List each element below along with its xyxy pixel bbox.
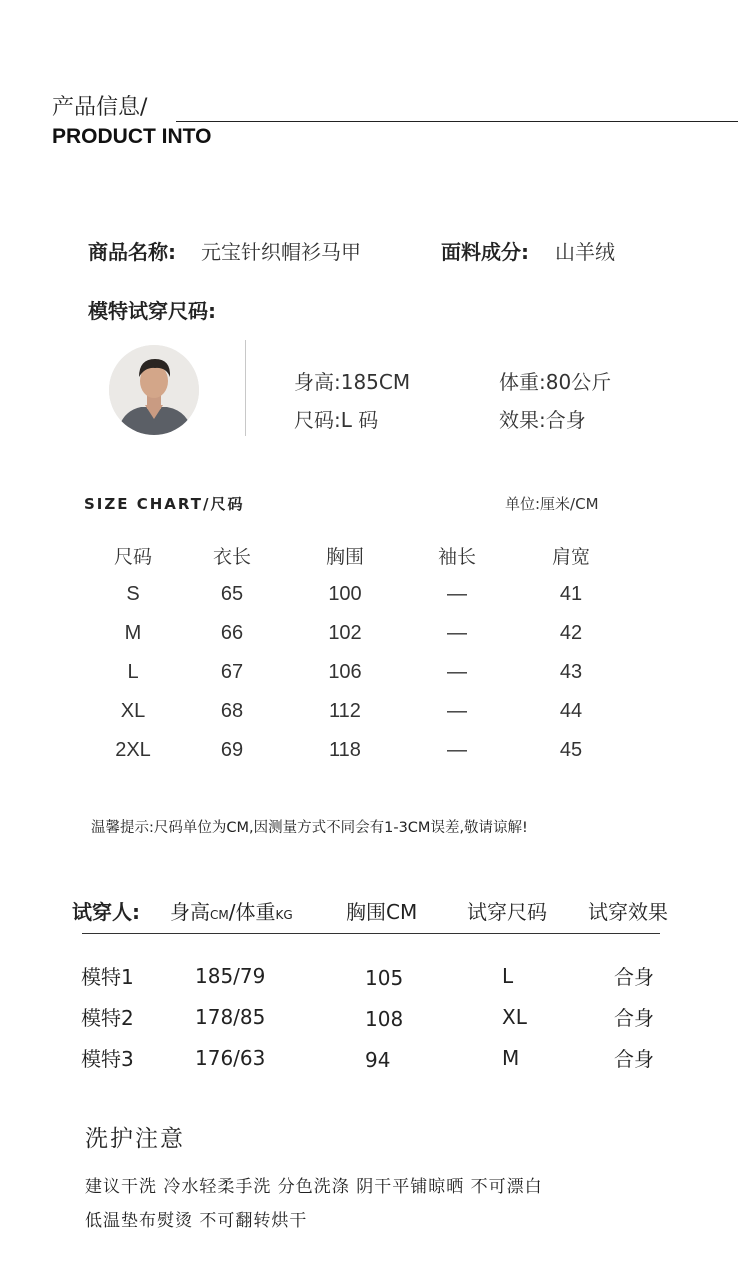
fitting-table — [80, 955, 655, 1078]
size-cell: XL — [502, 1004, 527, 1029]
tester-cell: 模特2 — [81, 1006, 134, 1030]
product-name-value: 元宝针织帽衫马甲 — [201, 240, 361, 264]
size-note: 温馨提示:尺码单位为CM,因测量方式不同会有1-3CM误差,敬请谅解! — [91, 820, 528, 836]
model-size: 尺码:L 码 — [294, 408, 379, 432]
chest-cell: 106 — [328, 661, 362, 683]
chest-cell: 108 — [365, 1007, 404, 1031]
size-cell: 2XL — [115, 739, 151, 761]
height-label: 身高 — [170, 900, 210, 924]
care-line-2: 低温垫布熨烫 不可翻转烘干 — [85, 1211, 308, 1231]
shoulder-cell: 42 — [559, 622, 583, 644]
shoulder-header: 肩宽 — [551, 546, 590, 568]
table-row — [90, 653, 630, 692]
length-cell: 69 — [220, 739, 244, 761]
size-chart-title: SIZE CHART/尺码 — [84, 495, 245, 513]
size-chart-header-row — [90, 536, 630, 575]
tester-cell: 模特3 — [81, 1047, 134, 1071]
shoulder-cell: 41 — [559, 583, 583, 605]
shoulder-cell: 43 — [559, 661, 583, 683]
length-cell: 66 — [220, 622, 244, 644]
sleeve-cell: — — [447, 622, 467, 644]
fit-effect-header: 试穿效果 — [588, 900, 668, 924]
sleeve-header: 袖长 — [437, 546, 476, 568]
sleeve-cell: — — [447, 739, 467, 761]
hw-cell: 176/63 — [195, 1045, 266, 1070]
shoulder-cell: 45 — [559, 739, 583, 761]
chest-cell: 118 — [329, 739, 361, 761]
table-row — [80, 996, 655, 1037]
kg-unit: KG — [275, 908, 293, 922]
table-row — [90, 575, 630, 614]
model-size-label: 模特试穿尺码: — [88, 299, 216, 323]
effect-cell: 合身 — [614, 1047, 654, 1071]
chest-cell: 94 — [365, 1048, 391, 1072]
table-row — [80, 1037, 655, 1078]
size-chart-table — [90, 536, 650, 770]
table-row — [90, 692, 630, 731]
section-title-cn: 产品信息/ — [52, 95, 148, 120]
table-row — [80, 955, 655, 996]
chest-cell: 102 — [328, 622, 362, 644]
sleeve-cell: — — [447, 661, 467, 683]
table-row — [90, 731, 630, 770]
hw-cell: 178/85 — [195, 1004, 266, 1029]
size-cell: M — [124, 622, 142, 644]
model-divider — [245, 340, 246, 436]
length-cell: 65 — [220, 583, 244, 605]
hw-cell: 185/79 — [195, 963, 266, 988]
effect-cell: 合身 — [614, 1006, 654, 1030]
size-cell: M — [502, 1045, 520, 1070]
care-line-1: 建议干洗 冷水轻柔手洗 分色洗涤 阴干平铺晾晒 不可漂白 — [85, 1177, 543, 1197]
model-weight: 体重:80公斤 — [499, 370, 612, 394]
length-cell: 68 — [220, 700, 244, 722]
sleeve-cell: — — [447, 700, 467, 722]
sleeve-cell: — — [447, 583, 467, 605]
tester-label: 试穿人: — [72, 900, 140, 924]
material-label: 面料成分: — [441, 240, 529, 264]
chest-cell: 100 — [328, 583, 362, 605]
size-cell: L — [502, 963, 514, 988]
chest-cell: 112 — [329, 700, 361, 722]
fitting-divider — [82, 933, 660, 934]
model-avatar — [109, 345, 199, 435]
size-chart-unit: 单位:厘米/CM — [505, 495, 599, 513]
length-header: 衣长 — [212, 546, 251, 568]
table-row — [90, 614, 630, 653]
cm-unit: CM — [210, 908, 229, 922]
header-divider — [176, 121, 738, 122]
size-cell: S — [126, 583, 140, 605]
fit-chest-header: 胸围CM — [346, 900, 418, 924]
height-weight-header — [170, 896, 293, 925]
model-photo-icon — [109, 345, 199, 435]
material-value: 山羊绒 — [555, 240, 615, 264]
model-effect: 效果:合身 — [499, 408, 586, 432]
chest-header: 胸围 — [325, 546, 364, 568]
product-name-label: 商品名称: — [88, 240, 176, 264]
shoulder-cell: 44 — [559, 700, 583, 722]
tester-cell: 模特1 — [81, 965, 134, 989]
model-height: 身高:185CM — [294, 370, 411, 394]
size-cell: L — [127, 661, 139, 683]
effect-cell: 合身 — [614, 965, 654, 989]
section-title-en: PRODUCT INTO — [52, 125, 212, 148]
fit-size-header: 试穿尺码 — [467, 900, 547, 924]
care-title: 洗护注意 — [85, 1126, 185, 1152]
size-cell: XL — [120, 700, 146, 722]
size-header: 尺码 — [113, 546, 152, 568]
weight-label: /体重 — [228, 900, 276, 924]
length-cell: 67 — [220, 661, 244, 683]
chest-cell: 105 — [365, 966, 404, 990]
